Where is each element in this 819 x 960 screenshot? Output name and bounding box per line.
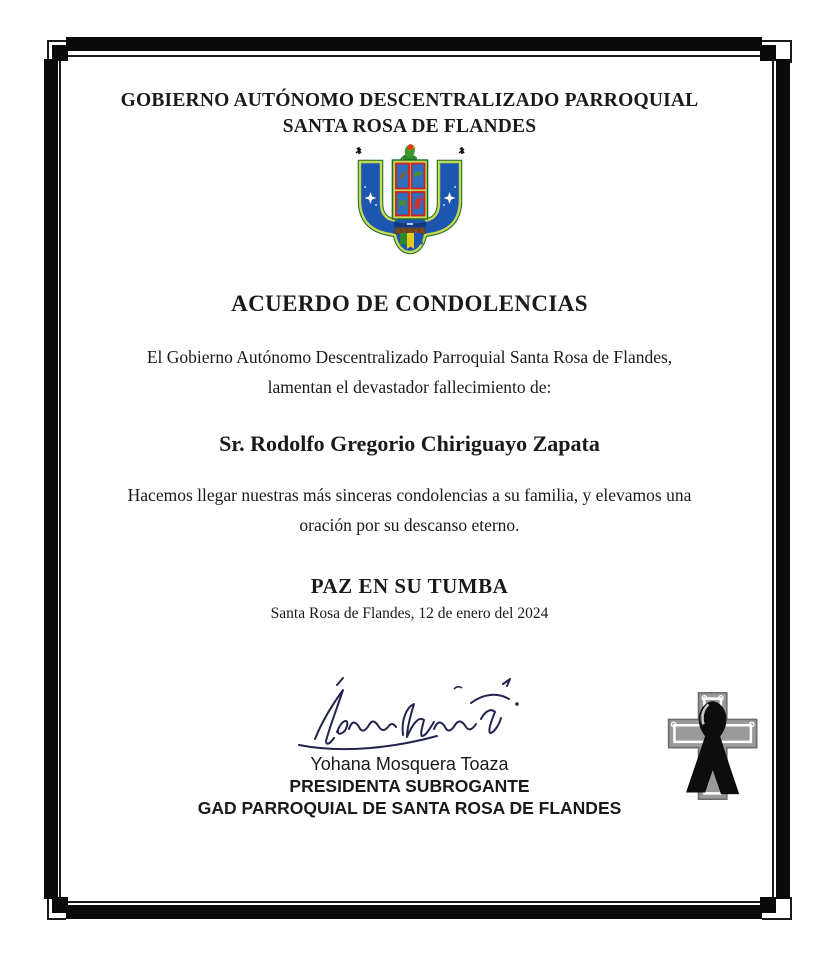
signer-name: Yohana Mosquera Toaza	[310, 754, 509, 775]
org-header-line2: SANTA ROSA DE FLANDES	[282, 115, 537, 137]
condolence-line1: Hacemos llegar nuestras más sinceras condolencias a su familia, y elevamos una	[127, 484, 692, 505]
signer-title: PRESIDENTA SUBROGANTE	[289, 775, 530, 796]
condolence-paragraph	[70, 481, 750, 541]
signature-icon	[285, 675, 535, 757]
farewell-text: PAZ EN SU TUMBA	[310, 574, 509, 599]
mourning-ribbon-icon	[657, 676, 765, 816]
org-header	[0, 88, 819, 139]
intro-line2: lamentan el devastador fallecimiento de:	[267, 377, 552, 398]
condolence-line2: oración por su descanso eterno.	[299, 514, 520, 535]
deceased-name: Sr. Rodolfo Gregorio Chiriguayo Zapata	[219, 430, 600, 456]
document-title: ACUERDO DE CONDOLENCIAS	[231, 291, 588, 317]
intro-line1: El Gobierno Autónomo Descentralizado Parroquial Santa Rosa de Flandes,	[146, 347, 673, 368]
crest-quadrants	[392, 160, 427, 219]
intro-paragraph	[70, 343, 750, 403]
org-header-line1: GOBIERNO AUTÓNOMO DESCENTRALIZADO PARROQUIAL	[120, 90, 699, 111]
signer-org: GAD PARROQUIAL DE SANTA ROSA DE FLANDES	[197, 797, 622, 818]
coat-of-arms-icon	[349, 143, 471, 259]
dateline: Santa Rosa de Flandes, 12 de enero del 2024	[270, 605, 549, 623]
